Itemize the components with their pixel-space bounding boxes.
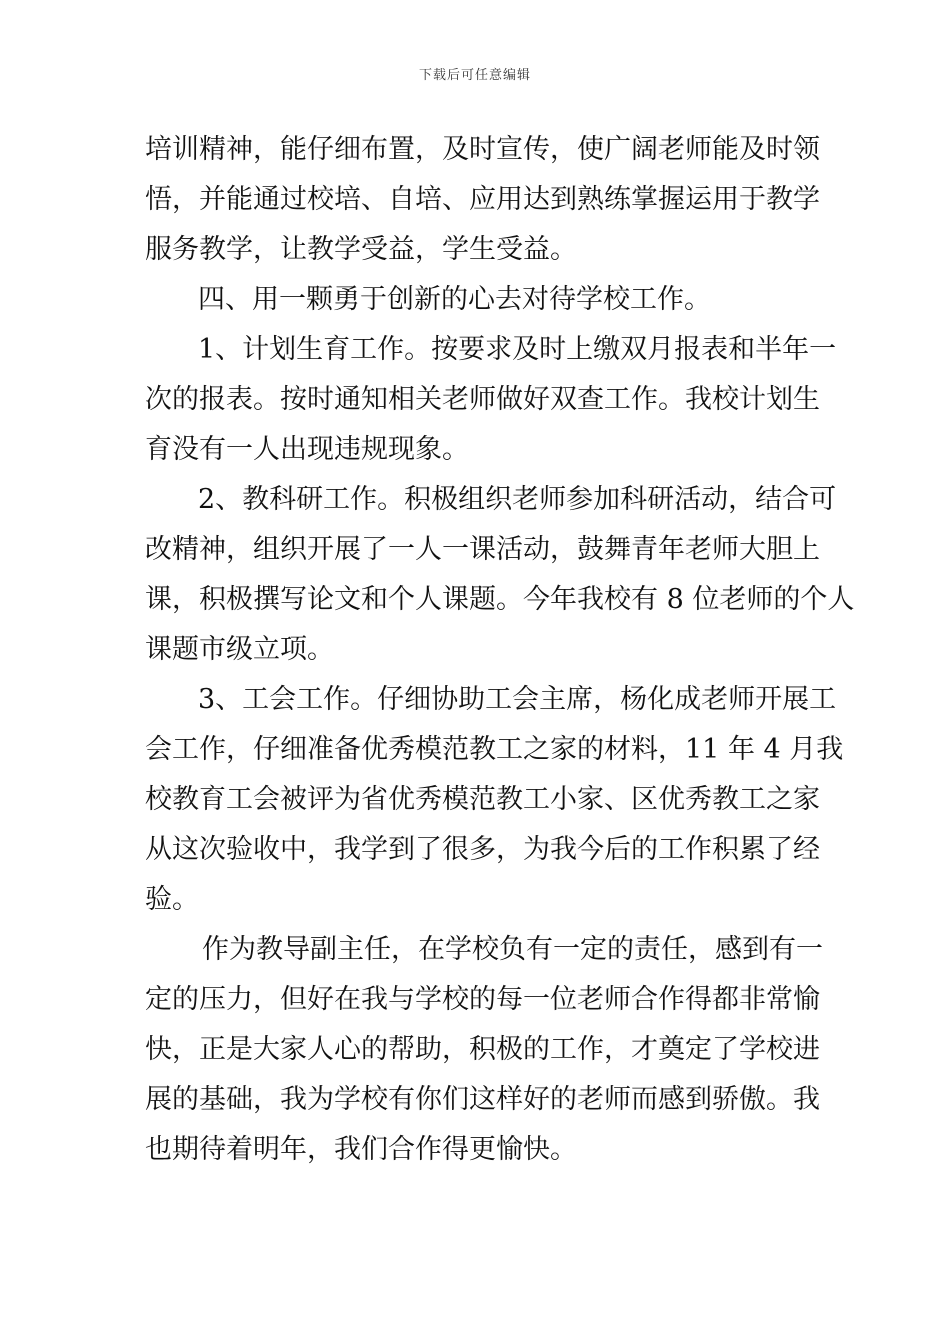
header-note: 下载后可任意编辑 [418,68,531,83]
text-line: 改精神，组织开展了一人一课活动，鼓舞青年老师大胆上 [145,534,820,565]
text-line: 展的基础，我为学校有你们这样好的老师而感到骄傲。我 [145,1084,820,1115]
text-line: 1、计划生育工作。按要求及时上缴双月报表和半年一 [198,334,837,365]
text-line: 快，正是大家人心的帮助，积极的工作，才奠定了学校进 [145,1034,820,1065]
text-line: 四、用一颗勇于创新的心去对待学校工作。 [198,284,711,315]
text-line: 课，积极撰写论文和个人课题。今年我校有 8 位老师的个人 [145,584,855,615]
text-line: 课题市级立项。 [145,634,334,665]
text-line: 也期待着明年，我们合作得更愉快。 [145,1134,577,1165]
text-line: 3、工会工作。仔细协助工会主席，杨化成老师开展工 [198,684,837,715]
text-line: 校教育工会被评为省优秀模范教工小家、区优秀教工之家 [145,784,820,815]
text-line: 作为教导副主任，在学校负有一定的责任，感到有一 [202,934,823,965]
text-line: 次的报表。按时通知相关老师做好双查工作。我校计划生 [145,384,820,415]
text-line: 2、教科研工作。积极组织老师参加科研活动，结合可 [198,484,837,515]
text-line: 定的压力，但好在我与学校的每一位老师合作得都非常愉 [145,984,820,1015]
text-line: 培训精神，能仔细布置，及时宣传，使广阔老师能及时领 [145,134,820,165]
text-line: 验。 [145,884,199,915]
text-line: 育没有一人出现违规现象。 [145,434,469,465]
text-line: 服务教学，让教学受益，学生受益。 [145,234,577,265]
text-line: 会工作，仔细准备优秀模范教工之家的材料，11 年 4 月我 [145,734,844,765]
text-line: 悟，并能通过校培、自培、应用达到熟练掌握运用于教学 [145,184,820,215]
text-line: 从这次验收中，我学到了很多，为我今后的工作积累了经 [145,834,820,865]
